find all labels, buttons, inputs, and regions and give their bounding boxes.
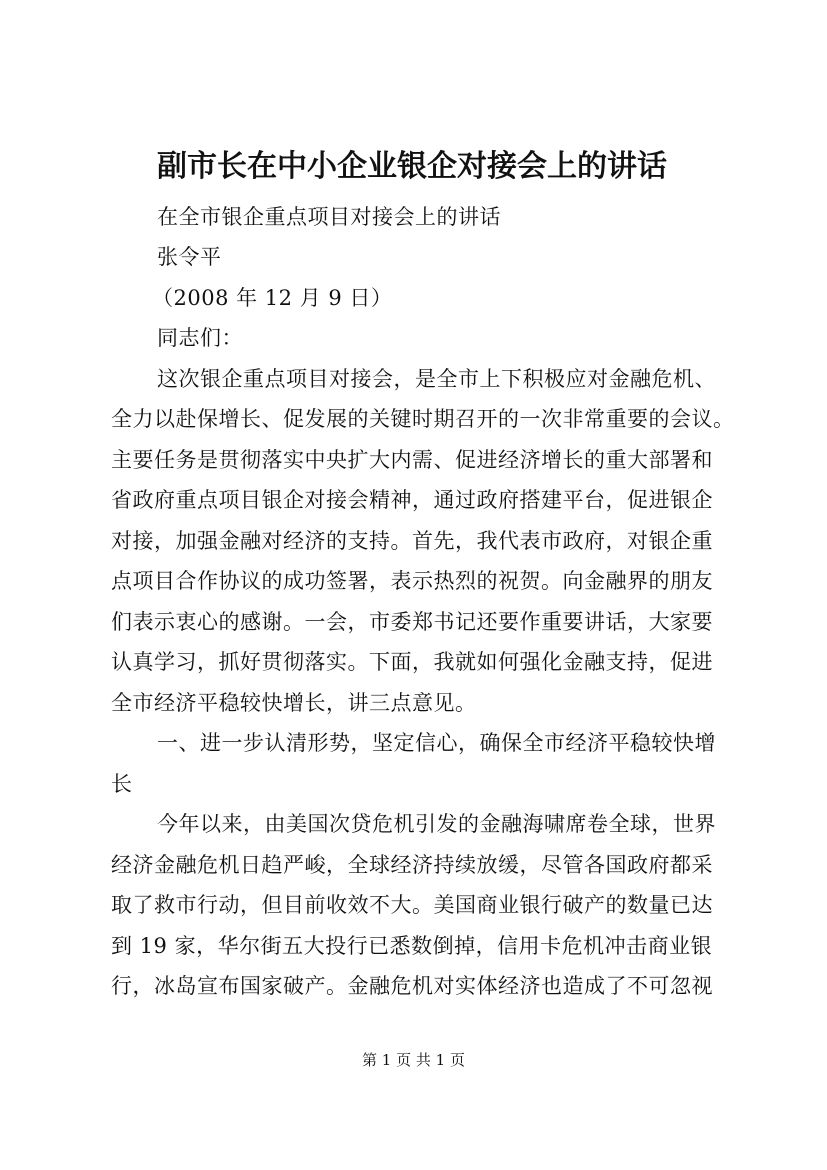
date-line: （2008 年 12 月 9 日） xyxy=(152,286,393,310)
body-line: 省政府重点项目银企对接会精神，通过政府搭建平台，促进银企 xyxy=(111,488,713,512)
body-line: 对接，加强金融对经济的支持。首先，我代表市政府，对银企重 xyxy=(111,529,713,553)
body-line: 这次银企重点项目对接会，是全市上下积极应对金融危机、 xyxy=(157,367,716,391)
subtitle-line: 在全市银企重点项目对接会上的讲话 xyxy=(157,205,501,229)
page-footer: 第 1 页 共 1 页 xyxy=(362,1051,465,1069)
body-line: 们表示衷心的感谢。一会，市委郑书记还要作重要讲话，大家要 xyxy=(111,610,713,634)
body-line: 认真学习，抓好贯彻落实。下面，我就如何强化金融支持，促进 xyxy=(111,650,713,674)
body-line: 主要任务是贯彻落实中央扩大内需、促进经济增长的重大部署和 xyxy=(111,448,713,472)
section-heading-line: 长 xyxy=(111,772,133,796)
body-line: 行，冰岛宣布国家破产。金融危机对实体经济也造成了不可忽视 xyxy=(111,974,713,998)
document-title: 副市长在中小企业银企对接会上的讲话 xyxy=(157,149,667,184)
body-line: 点项目合作协议的成功签署，表示热烈的祝贺。向金融界的朋友 xyxy=(111,569,713,593)
body-line: 全市经济平稳较快增长，讲三点意见。 xyxy=(111,691,477,715)
body-line: 取了救市行动，但目前收效不大。美国商业银行破产的数量已达 xyxy=(111,893,713,917)
body-line: 经济金融危机日趋严峻，全球经济持续放缓，尽管各国政府都采 xyxy=(111,853,713,877)
body-line: 今年以来，由美国次贷危机引发的金融海啸席卷全球，世界 xyxy=(157,812,716,836)
body-line: 到 19 家，华尔街五大投行已悉数倒掉，信用卡危机冲击商业银 xyxy=(111,934,713,958)
body-line: 全力以赴保增长、促发展的关键时期召开的一次非常重要的会议。 xyxy=(111,407,735,431)
author-line: 张令平 xyxy=(157,245,222,269)
salutation-line: 同志们： xyxy=(157,326,243,350)
section-heading-line: 一、进一步认清形势，坚定信心，确保全市经济平稳较快增 xyxy=(157,731,716,755)
